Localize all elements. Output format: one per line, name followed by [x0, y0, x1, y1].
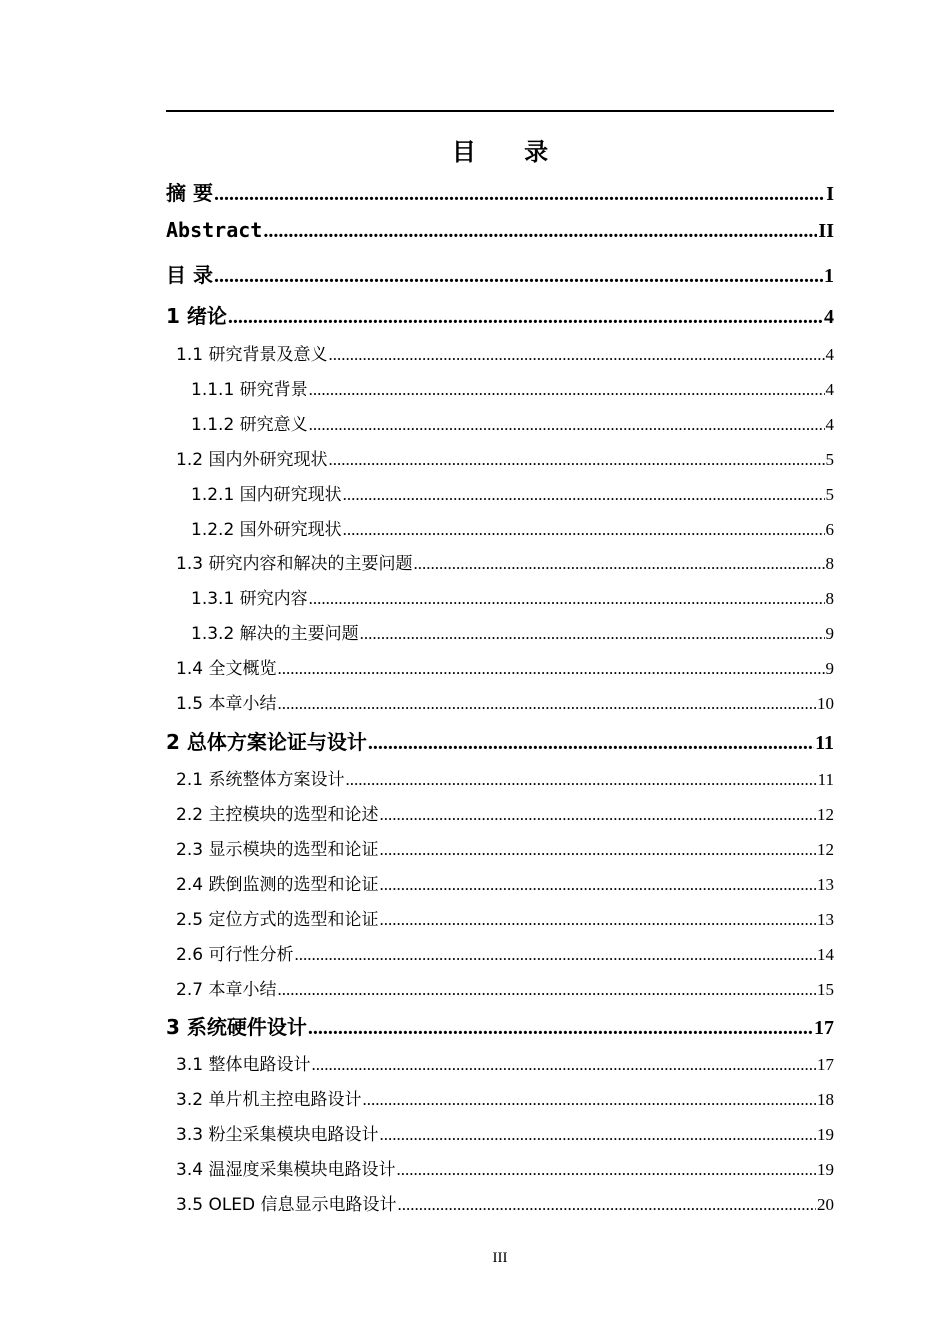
toc-leader	[263, 220, 817, 243]
toc-entry-label: 2.6 可行性分析	[176, 945, 294, 965]
toc-entry-page: 9	[825, 624, 834, 643]
toc-entry[interactable]	[176, 975, 834, 1000]
toc-entry-page: II	[818, 220, 834, 242]
toc-leader	[379, 1125, 816, 1145]
toc-entry-page: 8	[825, 589, 834, 608]
toc-entry-label: 3.2 单片机主控电路设计	[176, 1090, 362, 1110]
toc-leader	[413, 554, 824, 574]
toc-entry-label: 3.4 温湿度采集模块电路设计	[176, 1160, 396, 1180]
toc-entry[interactable]	[176, 940, 834, 965]
toc-leader	[308, 1017, 813, 1040]
toc-entry-label: 3.1 整体电路设计	[176, 1055, 311, 1075]
toc-entry-label: 1.2 国内外研究现状	[176, 450, 328, 470]
toc-entry-label: 1.3 研究内容和解决的主要问题	[176, 554, 413, 574]
toc-entry-page: 17	[817, 1055, 834, 1074]
toc-entry-label: 摘 要	[166, 181, 213, 205]
toc-leader	[214, 265, 823, 288]
toc-entry-page: 4	[825, 380, 834, 399]
toc-entry-page: 12	[817, 840, 834, 859]
toc-entry-page: 14	[817, 945, 834, 964]
toc-entry-label: 1.3.1 研究内容	[191, 589, 308, 609]
toc-entry-label: 2.3 显示模块的选型和论证	[176, 840, 379, 860]
toc-leader	[362, 1090, 816, 1110]
toc-entry-label: 1.2.1 国内研究现状	[191, 485, 342, 505]
toc-entry-label: 2.1 系统整体方案设计	[176, 770, 345, 790]
toc-entry-page: 4	[825, 345, 834, 364]
toc-entry-page: 13	[817, 875, 834, 894]
toc-leader	[277, 694, 816, 714]
toc-leader	[294, 945, 816, 965]
toc-entry[interactable]	[176, 1190, 834, 1215]
toc-entry[interactable]	[176, 905, 834, 930]
toc-entry[interactable]	[166, 1011, 834, 1040]
toc-entry[interactable]	[176, 445, 834, 470]
toc-leader	[396, 1160, 816, 1180]
toc-entry[interactable]	[176, 835, 834, 860]
toc-leader	[345, 770, 816, 790]
toc-leader	[311, 1055, 816, 1075]
toc-entry-page: 6	[825, 520, 834, 539]
toc-leader	[328, 450, 824, 470]
toc-leader	[214, 183, 825, 206]
toc-entry-label: 3.3 粉尘采集模块电路设计	[176, 1125, 379, 1145]
toc-entry-page: 20	[817, 1195, 834, 1214]
toc-entry[interactable]	[191, 515, 834, 540]
toc-leader	[379, 840, 816, 860]
toc-entry-label: 2.5 定位方式的选型和论证	[176, 910, 379, 930]
toc-entry-page: I	[826, 183, 834, 205]
toc-entry-label: Abstract	[166, 218, 263, 242]
toc-entry-page: 4	[825, 415, 834, 434]
toc-entry-page: 17	[814, 1017, 834, 1039]
toc-leader	[398, 1195, 816, 1215]
toc-entry[interactable]	[191, 375, 834, 400]
toc-entry[interactable]	[166, 177, 834, 206]
toc-leader	[309, 589, 825, 609]
toc-entry[interactable]	[166, 726, 834, 755]
toc-leader	[379, 875, 816, 895]
toc-entry-label: 2.4 跌倒监测的选型和论证	[176, 875, 379, 895]
toc-entry-page: 12	[817, 805, 834, 824]
toc-entry-label: 1.4 全文概览	[176, 659, 277, 679]
toc-entry-label: 1 绪论	[166, 304, 227, 328]
toc-entry[interactable]	[191, 410, 834, 435]
toc-entry[interactable]	[176, 689, 834, 714]
toc-leader	[228, 306, 823, 329]
toc-entry-label: 2.7 本章小结	[176, 980, 277, 1000]
toc-entry[interactable]	[176, 1050, 834, 1075]
toc-entry-page: 11	[817, 770, 834, 789]
toc-entry-page: 4	[824, 306, 834, 328]
toc-entry[interactable]	[176, 765, 834, 790]
toc-entry[interactable]	[176, 870, 834, 895]
toc-leader	[368, 732, 814, 755]
toc-entry[interactable]	[176, 800, 834, 825]
toc-leader	[379, 910, 816, 930]
toc-entry-page: 19	[817, 1125, 834, 1144]
toc-leader	[309, 415, 825, 435]
toc-entry[interactable]	[176, 1155, 834, 1180]
toc-entry-page: 5	[825, 485, 834, 504]
toc-entry[interactable]	[191, 480, 834, 505]
toc-entry[interactable]	[176, 1085, 834, 1110]
toc-entry-page: 10	[817, 694, 834, 713]
toc-leader	[309, 380, 825, 400]
toc-leader	[328, 345, 824, 365]
toc-entry-label: 3.5 OLED 信息显示电路设计	[176, 1195, 397, 1215]
toc-entry[interactable]	[176, 340, 834, 365]
toc-entry[interactable]	[166, 300, 834, 329]
toc-entry-label: 1.2.2 国外研究现状	[191, 520, 342, 540]
toc-entry-page: 18	[817, 1090, 834, 1109]
toc-leader	[277, 659, 824, 679]
toc-entry-label: 目 录	[166, 263, 213, 287]
toc-entry-label: 3 系统硬件设计	[166, 1015, 307, 1039]
toc-entry[interactable]	[176, 549, 834, 574]
toc-entry-page: 9	[825, 659, 834, 678]
toc-leader	[379, 805, 816, 825]
toc-entry-page: 15	[817, 980, 834, 999]
toc-title: 目 录	[451, 138, 569, 166]
toc-entry-label: 1.3.2 解决的主要问题	[191, 624, 359, 644]
toc-entry-label: 2.2 主控模块的选型和论述	[176, 805, 379, 825]
toc-entry-page: 5	[825, 450, 834, 469]
toc-entry[interactable]	[166, 218, 834, 243]
toc-entry-page: 13	[817, 910, 834, 929]
toc-entry-page: 8	[825, 554, 834, 573]
toc-leader	[343, 520, 825, 540]
toc-entry-label: 1.5 本章小结	[176, 694, 277, 714]
toc-entry-label: 1.1 研究背景及意义	[176, 345, 328, 365]
toc-entry-page: 19	[817, 1160, 834, 1179]
toc-entry[interactable]	[191, 584, 834, 609]
toc-entry-page: 11	[815, 732, 834, 754]
toc-leader	[277, 980, 816, 1000]
toc-leader	[360, 624, 825, 644]
footer-page-number: III	[492, 1250, 508, 1266]
toc-entry-label: 1.1.1 研究背景	[191, 380, 308, 400]
toc-entry[interactable]	[166, 259, 834, 288]
toc-entry[interactable]	[176, 1120, 834, 1145]
toc-entry-label: 1.1.2 研究意义	[191, 415, 308, 435]
toc-entry[interactable]	[176, 654, 834, 679]
toc-leader	[343, 485, 825, 505]
toc-entry[interactable]	[191, 619, 834, 644]
toc-entry-label: 2 总体方案论证与设计	[166, 730, 367, 754]
header-rule	[166, 110, 834, 112]
toc-entry-page: 1	[824, 265, 834, 287]
